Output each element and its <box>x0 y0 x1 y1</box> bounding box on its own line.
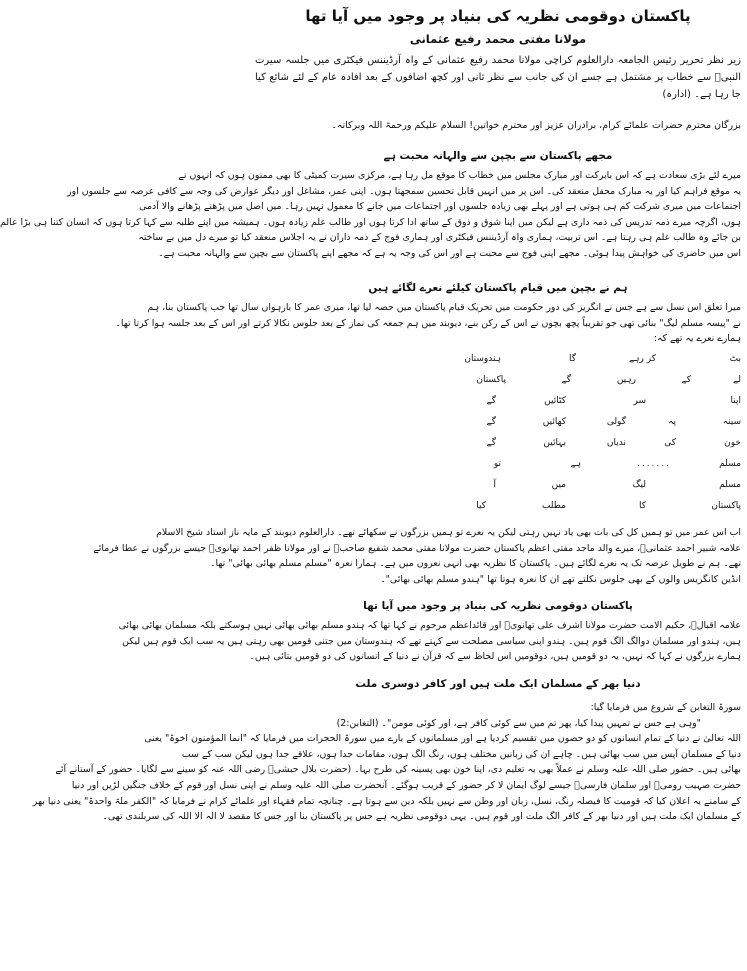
poem-word: مسلم <box>719 459 741 469</box>
text-line: دنیا کے مسلمان آپس میں سب بھائی ہیں۔ چاہے ان کی زبانیں مختلف ہوں، رنگ الگ ہوں، مقامات جدا ہوں، علاقے جدا ہوں لیکن سب کے سب <box>181 748 741 760</box>
poem-word: سر <box>633 396 646 406</box>
poem-row <box>441 415 741 436</box>
poem-word: میں <box>551 480 566 490</box>
text-line: انڈین کانگریس والوں کے بھی جلوس نکلتے تھے ان کا نعرہ ہوتا تھا "ہندو مسلم بھائی بھائی"۔ <box>380 573 741 585</box>
poem-word: کٹائیں <box>544 396 566 406</box>
text-line: یہ موقع فراہم کیا اور یہ مبارک محفل منعقد کی۔ اس پر میں انہیں قابل تحسین سمجھتا ہوں۔ اپنی عمر، مشاغل اور دیگر عوارض کی وجہ سے کافی عرصہ سے جلسوں اور <box>67 185 741 197</box>
poem-word: پہ <box>668 417 676 427</box>
text-line: اللہ تعالیٰ نے دنیا کے تمام انسانوں کو دو حصوں میں تقسیم کردیا ہے اور مسلمانوں کے بارے میں سورۃ الحجرات میں فرمایا کہ "انما المؤمنون اخوۃ" یعنی <box>144 733 741 745</box>
poem-word: کا <box>638 501 646 511</box>
paragraph-one-ummah <box>32 700 741 825</box>
text-line: حضرت صہیب رومیؓ اور سلمان فارسیؓ جیسے لوگ ایمان لا کر حضور کے قریب ہوگئے۔ آنحضرت صلی اللہ علیہ وسلم نے اپنی نسل اور قوم کے خلاف جنگیں لڑیں اور دنیا <box>71 779 741 791</box>
poem-word: کی <box>664 438 676 448</box>
poem-word: گے <box>486 438 496 448</box>
poem-word: مسلم <box>719 480 741 490</box>
text-line: میرے لئے بڑی سعادت ہے کہ اس بابرکت اور مبارک مجلس میں خطاب کا موقع مل رہا ہے، مرکزی سیرت کمیٹی کا بھی ممنون ہوں کہ انہوں نے <box>178 170 741 181</box>
poem-row <box>441 373 741 394</box>
poem-word: گولی <box>606 417 626 427</box>
text-line: علامہ شبیر احمد عثمانیؒ، میرے والد ماجد مفتی اعظم پاکستان حضرت مولانا مفتی محمد شفیع صاحبؒ نے اور مولانا ظفر احمد تھانویؒ جیسے بزرگوں نے عطا فرمائے <box>93 542 741 554</box>
text-line: بھائی ہیں۔ حضور صلی اللہ علیہ وسلم نے عملاً بھی یہ تعلیم دی، اپنا خون بھی پسینہ کی طرح بہا۔ (حضرت بلال حبشیؓ رضی اللہ عنہ کو سینے سے لگایا۔ حضور کے آستانے آئے <box>55 764 741 776</box>
text-line: سورۃ التغابن کے شروع میں فرمایا گیا: <box>590 702 741 713</box>
poem-word: گے <box>561 375 571 385</box>
text-line: بن جائے وہ طالب علم ہی رہتا ہے۔ اس تربیت، ہماری واہ آرڈیننس فیکٹری اور ہماری فوج کے ذمہ داران نے یہ اجلاس منعقد کیا تو میرے دل میں بے ساختہ <box>138 232 741 244</box>
paragraph-love-of-pakistan <box>0 168 741 262</box>
text-line: اس میں حاضری کی خواہش پیدا ہوئی۔ مجھے اپنی فوج سے محبت ہے اور اس کی وجہ یہ ہے کہ مجھے اپنے پاکستان سے بچپن سے والہانہ محبت ہے۔ <box>158 247 741 259</box>
text-line: اجتماعات میں میری شرکت کم ہی ہوتی ہے اور پہلے بھی زیادہ جلسوں اور اجتماعات میں جانے کا معمول نہیں رہا۔ میں اصل میں پڑھنے پڑھانے والا آدمی <box>139 201 741 213</box>
quran-quote: "وہی ہے جس نے تمہیں پیدا کیا، پھر تم میں سے کوئی کافر ہے، اور کوئی مومن"۔ (التغابن:2) <box>336 717 701 729</box>
poem-word: لیگ <box>632 480 646 490</box>
poem-word: لے <box>732 375 741 385</box>
poem-word: مطلب <box>541 501 566 511</box>
poem-row <box>441 499 741 520</box>
text-line: میرا تعلق اس نسل سے ہے جس نے انگریز کی دور حکومت میں تحریک قیام پاکستان میں حصہ لیا تھا، میری عمر کا بارہواں سال تھا جب پاکستان بنا، ہم <box>147 302 741 313</box>
poem-word: تو <box>493 459 501 469</box>
paragraph-slogans <box>115 300 741 347</box>
author-name: مولانا مفتی محمد رفیع عثمانی <box>409 32 587 46</box>
article-title: پاکستان دوقومی نظریہ کی بنیاد پر وجود میں آیا تھا <box>305 7 691 25</box>
text-line: کے سامنے یہ اعلان کیا کہ قومیت کا فیصلہ رنگ، نسل، زبان اور وطن سے نہیں بلکہ دین سے ہوتا ہے۔ چنانچہ تمام فقہاء اور علمائے کرام نے فرمایا کہ "الکفر ملۃ واحدۃ" یعنی دنیا بھر <box>32 795 741 807</box>
poem-word: گے <box>486 417 496 427</box>
poem-word: آ <box>493 480 496 490</box>
poem-row <box>441 394 741 415</box>
poem-word: پاکستان <box>711 501 741 511</box>
text-line: تھے۔ ہم نے طویل عرصہ تک یہ نعرے لگائے ہیں۔ پاکستان کا نظریہ بھی انہی نعروں میں ہے۔ ہمارا نعرہ "مسلم مسلم بھائی بھائی" تھا۔ <box>209 558 741 570</box>
text-line: نے "پیسہ مسلم لیگ" بنائی تھی جو تقریباً پچھ بچوں نے اس کے رکن بنے، دیوبند میں ہم جمعہ کی نماز کے بعد جلوس نکالا کرتے اور اس کے بعد جلسہ ہوا کرتا تھا۔ <box>115 317 741 329</box>
poem-word: پاکستان <box>476 375 506 385</box>
text-line: ہمارے نعرے یہ تھے کہ: <box>653 333 741 345</box>
poem-row <box>441 457 741 478</box>
text-line: ہیں، ہندو اور مسلمان دوالگ الگ قوم ہیں۔ ہندو اپنی سیاسی مصلحت سے کہتے تھے کہ ہندوستان میں جتنی قومیں بھی رہتی ہیں یہ سب ایک قوم ہیں لیکن <box>122 635 741 647</box>
paragraph-two-nation-theory <box>118 618 741 665</box>
poem-word: کر رہے <box>628 354 656 364</box>
editor-intro: زیر نظر تحریر رئیس الجامعہ دارالعلوم کراچی مولانا محمد رفیع عثمانی کے واہ آرڈیننس فیکٹری میں جلسہ سیرت النبیؐ سے خطاب پر مشتمل ہے جسے ان کی جانب سے نظر ثانی اور کچھ اضافوں کے بعد افادہ عام کے لئے شائع کیا جا رہا ہے۔ (ادارہ) <box>255 55 741 100</box>
poem-word: بٹ <box>729 354 741 364</box>
poem-word: کے <box>681 375 691 385</box>
text-line: علامہ اقبالؒ، حکیم الامت حضرت مولانا اشرف علی تھانویؒ اور قائداعظم مرحوم نے کہا تھا کہ ہندو مسلم بھائی بھائی نہیں ہوسکتے بلکہ مسلمان بھائی بھائی <box>118 620 741 631</box>
poem-word: کیا <box>476 501 486 511</box>
poem-word: گا <box>568 354 576 364</box>
section-heading-two-nation-theory: پاکستان دوقومی نظریہ کی بنیاد پر وجود میں آیا تھا <box>363 600 633 612</box>
slogans-poem <box>441 352 741 520</box>
paragraph-slogans-origin <box>93 525 741 587</box>
text-line: ہوں، اگرچہ میرے ذمہ تدریس کی ذمہ داری ہے لیکن میں اپنا شوق و ذوق کے ساتھ ادا کرتا ہوں اور طالب علم زیادہ ہوں۔ ہمیشہ میں اپنے طلبہ سے کہا کرتا ہوں کہ انسان کتنا ہی بڑا عالم <box>0 216 741 228</box>
poem-word: بہائیں <box>543 438 566 448</box>
poem-word: سینہ <box>722 417 741 427</box>
poem-ellipsis: ....... <box>636 459 671 469</box>
text-line: کے مسلمان ایک ملت ہیں اور دنیا بھر کے کافر الگ ملت اور قوم ہیں۔ یہی دوقومی نظریہ ہے جس پر پاکستان بنا اور جس کا مقصد لا الہ الا اللہ کی سربلندی تھی۔ <box>102 811 741 823</box>
text-line: ہمارے بزرگوں نے کہا کہ نہیں، یہ دو قومیں ہیں، دوقومیں اس لحاظ سے کہ قرآن نے دنیا کے انسانوں کی دو قومیں بتائی ہیں۔ <box>249 651 741 663</box>
poem-word: ہے <box>570 459 581 469</box>
section-heading-slogans: ہم نے بچپن میں قیام پاکستان کیلئے نعرے لگائے ہیں <box>368 282 628 294</box>
poem-row <box>441 352 741 373</box>
poem-word: اپنا <box>730 396 741 406</box>
text-line: اب اس عمر میں تو ہمیں کل کی بات بھی یاد نہیں رہتی لیکن یہ نعرے تو ہمیں بزرگوں نے سکھائے تھے۔ دارالعلوم دیوبند کے مایہ ناز استاد شیخ الاسلام <box>156 527 741 538</box>
poem-row <box>441 436 741 457</box>
poem-word: گے <box>486 396 496 406</box>
poem-word: ندیاں <box>606 438 626 448</box>
poem-row <box>441 478 741 499</box>
greeting: بزرگان محترم حضرات علمائے کرام، برادران عزیز اور محترم خواتین! السلام علیکم ورحمۃ اللہ وبرکاتہ۔ <box>331 120 741 131</box>
poem-word: خون <box>724 438 741 448</box>
section-heading-love-of-pakistan: مجھے پاکستان سے بچپن سے والہانہ محبت ہے <box>383 150 613 162</box>
poem-word: کھائیں <box>542 417 566 427</box>
section-heading-one-ummah: دنیا بھر کے مسلمان ایک ملت ہیں اور کافر دوسری ملت <box>355 678 641 690</box>
poem-word: ہندوستان <box>464 354 501 364</box>
poem-word: رہیں <box>616 375 636 385</box>
